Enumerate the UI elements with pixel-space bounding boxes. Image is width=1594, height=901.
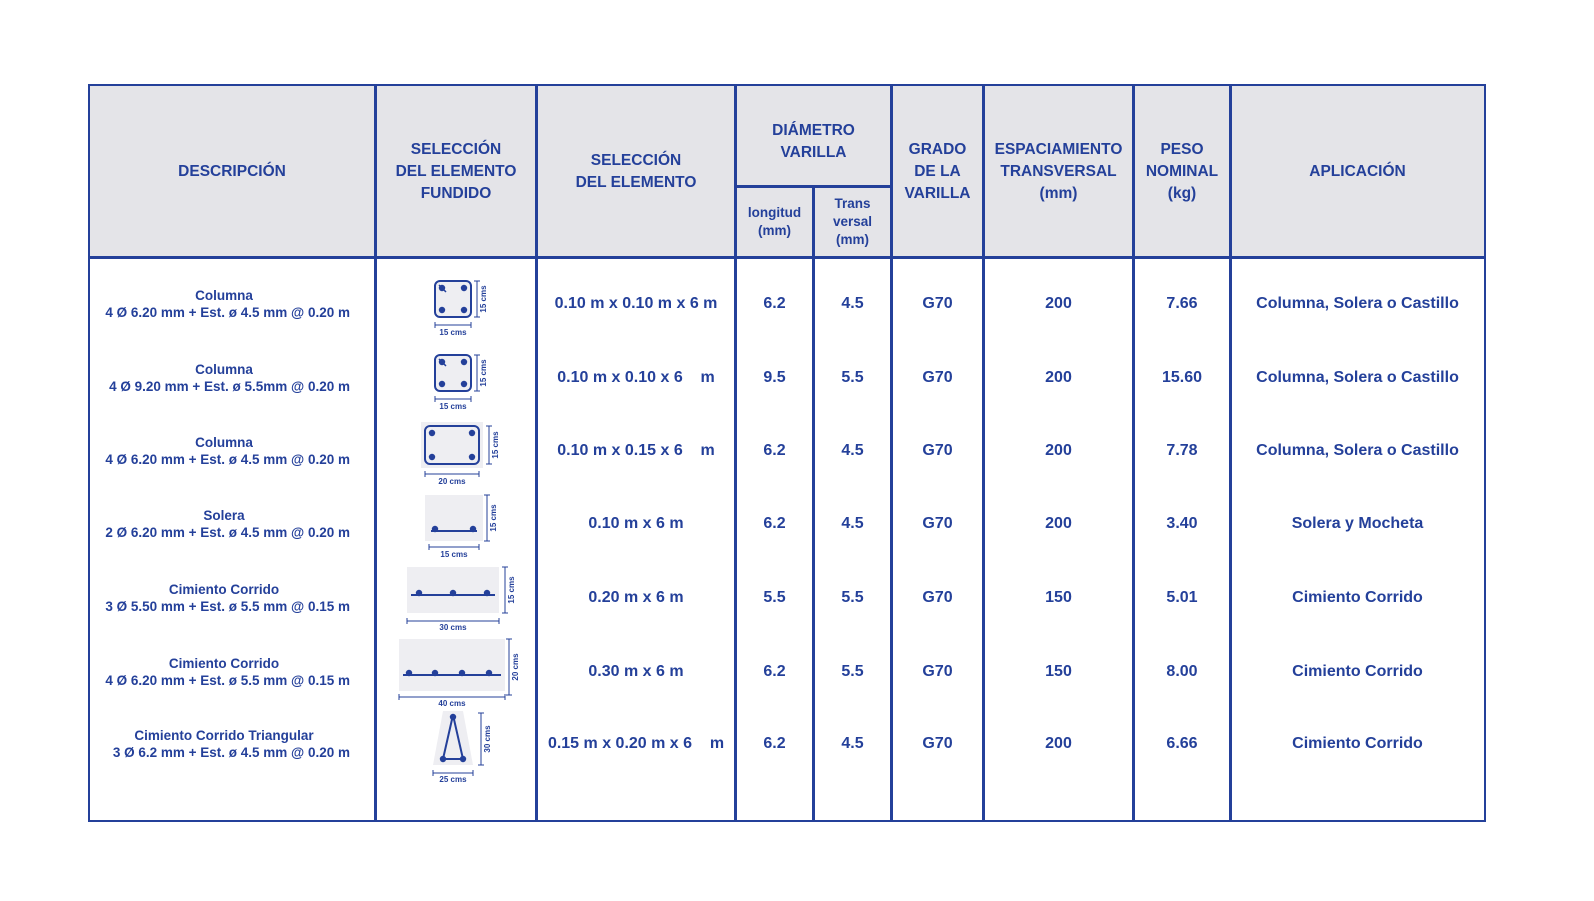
row-title: Columna [195,287,253,303]
cell-espaciamiento: 200 [1045,514,1072,532]
row-description [90,340,374,415]
cell-aplicacion: Solera y Mocheta [1291,514,1424,532]
table-row [90,413,1484,488]
concrete-section [425,495,483,541]
cell-transversal: 4.5 [841,294,864,312]
cell-transversal: 4.5 [841,514,864,532]
dimension-label: 20 cms [438,476,466,486]
row-description [90,706,374,781]
cell-grado: G70 [922,662,953,680]
rebar-dot [429,429,435,435]
specs-table [88,84,1486,822]
rebar-dot [470,525,476,531]
rebar-dot [469,453,475,459]
rebar-dot [439,380,445,386]
cell-seleccion: 0.10 m x 0.10 x 6 m [557,368,715,386]
table-row [90,560,1484,635]
table-row [90,486,1484,561]
header-longitud: longitud (mm) [747,205,802,238]
dimension-label: 20 cms [511,652,520,681]
row-spec: 4 Ø 9.20 mm + Est. ø 5.5mm @ 0.20 m [109,378,350,394]
dimension-label: 15 cms [439,327,467,337]
cell-seleccion: 0.20 m x 6 m [588,588,684,606]
cell-aplicacion: Cimiento Corrido [1292,662,1423,680]
table-row [90,340,1484,415]
rebar-dot [460,755,466,761]
section-diagram [377,706,535,784]
header-grado: GRADO DE LA VARILLA [904,141,971,202]
cell-longitud: 5.5 [763,588,786,606]
dimension-label: 15 cms [479,284,488,313]
cell-grado: G70 [922,441,953,459]
dimension-label: 15 cms [440,549,468,559]
header-aplicacion: APLICACIÓN [1309,163,1406,180]
cell-seleccion: 0.30 m x 6 m [588,662,684,680]
dimension-label: 25 cms [439,774,467,784]
cell-seleccion: 0.10 m x 0.10 m x 6 m [554,294,718,312]
row-title: Solera [203,507,245,523]
cell-peso: 7.66 [1166,294,1198,312]
section-diagram [377,266,535,341]
row-spec: 3 Ø 6.2 mm + Est. ø 4.5 mm @ 0.20 m [112,744,350,760]
dimension-label: 15 cms [439,401,467,411]
rebar-dot [432,669,438,675]
cell-aplicacion: Columna, Solera o Castillo [1256,441,1459,459]
dimension-label: 30 cms [439,622,467,632]
cell-transversal: 5.5 [841,368,864,386]
section-diagram-svg [391,416,521,486]
cell-longitud: 9.5 [763,368,786,386]
dimension-label: 30 cms [483,724,492,753]
cell-seleccion: 0.15 m x 0.20 m x 6 m [547,734,725,752]
section-diagram-svg [391,269,521,339]
cell-seleccion: 0.10 m x 0.15 x 6 m [557,441,715,459]
table-row [90,634,1484,709]
row-spec: 2 Ø 6.20 mm + Est. ø 4.5 mm @ 0.20 m [105,524,350,540]
cell-longitud: 6.2 [763,514,786,532]
section-diagram [377,413,535,488]
cell-aplicacion: Cimiento Corrido [1292,588,1423,606]
table-row [90,706,1484,784]
header-seleccion-fundido: SELECCIÓN DEL ELEMENTO FUNDIDO [395,141,517,202]
cell-transversal: 4.5 [841,441,864,459]
rebar-dot [450,589,456,595]
cell-grado: G70 [922,734,953,752]
cell-peso: 8.00 [1166,662,1198,680]
row-title: Cimiento Corrido Triangular [134,727,314,743]
section-diagram-svg [391,637,521,707]
cell-aplicacion: Columna, Solera o Castillo [1256,368,1459,386]
rebar-dot [450,713,456,719]
cell-longitud: 6.2 [763,441,786,459]
rebar-dot [406,669,412,675]
row-description [90,486,374,561]
rebar-dot [461,358,467,364]
row-description [90,634,374,709]
cell-grado: G70 [922,368,953,386]
concrete-section [399,639,505,691]
cell-peso: 3.40 [1166,514,1198,532]
header-peso: PESO NOMINAL (kg) [1145,141,1219,202]
cell-longitud: 6.2 [763,294,786,312]
table-row [90,266,1484,341]
header-diametro: DIÁMETRO VARILLA [772,122,855,161]
rebar-dot [484,589,490,595]
cell-aplicacion: Columna, Solera o Castillo [1256,294,1459,312]
cell-transversal: 4.5 [841,734,864,752]
section-diagram-svg [391,489,521,559]
rebar-dot [461,306,467,312]
concrete-section [421,422,483,468]
cell-espaciamiento: 200 [1045,294,1072,312]
cell-seleccion: 0.10 m x 6 m [588,514,684,532]
cell-grado: G70 [922,514,953,532]
section-diagram [377,486,535,561]
dimension-label: 15 cms [507,575,516,604]
rebar-dot [439,306,445,312]
section-diagram-svg [391,343,521,413]
cell-longitud: 6.2 [763,662,786,680]
rebar-dot [429,453,435,459]
rebar-dot [440,755,446,761]
row-spec: 4 Ø 6.20 mm + Est. ø 5.5 mm @ 0.15 m [105,672,350,688]
section-diagram [377,560,535,635]
row-title: Columna [195,434,253,450]
row-description [90,560,374,635]
cell-longitud: 6.2 [763,734,786,752]
row-title: Cimiento Corrido [168,581,280,597]
cell-peso: 7.78 [1166,441,1198,459]
header-espaciamiento: ESPACIAMIENTO TRANSVERSAL (mm) [994,141,1123,202]
header-descripcion: DESCRIPCIÓN [178,163,286,180]
row-title: Columna [195,361,253,377]
row-description [90,413,374,488]
section-diagram-svg [391,563,521,633]
dimension-label: 15 cms [491,430,500,459]
cell-espaciamiento: 200 [1045,441,1072,459]
cell-peso: 15.60 [1161,368,1203,386]
section-diagram-svg [391,709,521,784]
dimension-label: 15 cms [479,358,488,387]
rebar-dot [469,429,475,435]
cell-espaciamiento: 150 [1045,588,1072,606]
cell-espaciamiento: 150 [1045,662,1072,680]
cell-grado: G70 [922,588,953,606]
rebar-dot [461,284,467,290]
rebar-dot [459,669,465,675]
cell-transversal: 5.5 [841,662,864,680]
rebar-dot [461,380,467,386]
row-spec: 4 Ø 6.20 mm + Est. ø 4.5 mm @ 0.20 m [105,451,350,467]
cell-grado: G70 [922,294,953,312]
cell-peso: 5.01 [1166,588,1198,606]
header-transversal: Trans versal (mm) [832,196,873,247]
dimension-label: 15 cms [489,503,498,532]
row-spec: 4 Ø 6.20 mm + Est. ø 4.5 mm @ 0.20 m [105,304,350,320]
rebar-dot [432,525,438,531]
rebar-dot [416,589,422,595]
row-spec: 3 Ø 5.50 mm + Est. ø 5.5 mm @ 0.15 m [105,598,350,614]
section-diagram [377,340,535,415]
row-description [90,266,374,341]
cell-espaciamiento: 200 [1045,368,1072,386]
cell-transversal: 5.5 [841,588,864,606]
row-title: Cimiento Corrido [168,655,280,671]
dimension-label: 40 cms [438,698,466,708]
rebar-dot [486,669,492,675]
header-seleccion-elemento: SELECCIÓN DEL ELEMENTO [575,152,697,191]
cell-peso: 6.66 [1166,734,1198,752]
cell-espaciamiento: 200 [1045,734,1072,752]
cell-aplicacion: Cimiento Corrido [1292,734,1423,752]
section-diagram [377,634,535,709]
